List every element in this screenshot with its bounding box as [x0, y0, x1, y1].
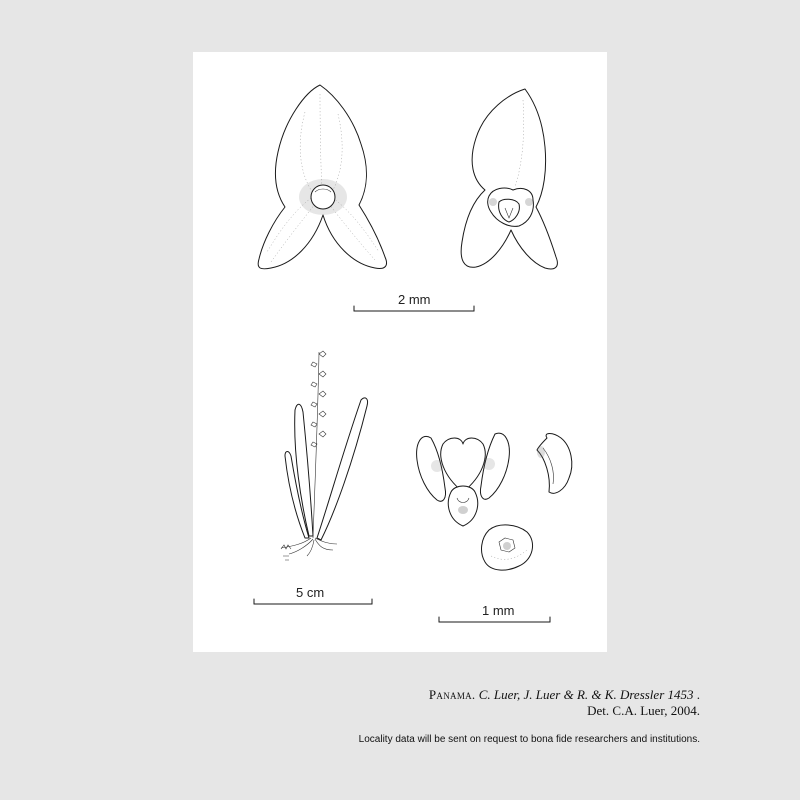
determination-line: Det. C.A. Luer, 2004.	[587, 703, 700, 718]
scale-label-5cm: 5 cm	[296, 585, 325, 600]
scale-label-2mm: 2 mm	[398, 292, 431, 307]
country-label: Panama.	[428, 687, 476, 702]
collectors-trailing: .	[693, 687, 700, 702]
dissection-flower-parts	[417, 433, 510, 526]
specimen-caption	[429, 687, 700, 719]
collectors-label: C. Luer, J. Luer & R. & K. Dressler 1453	[478, 687, 694, 702]
flower-front-drawing	[258, 85, 386, 269]
whole-plant-drawing	[281, 351, 368, 560]
locality-footnote: Locality data will be sent on request to bona fide researchers and institutions.	[358, 734, 700, 745]
botanical-plate	[193, 52, 607, 652]
collection-line	[429, 687, 700, 703]
scale-label-1mm: 1 mm	[482, 603, 515, 618]
dissection-petal	[537, 434, 572, 494]
dissection-lip	[482, 525, 533, 570]
flower-side-drawing	[461, 89, 557, 269]
